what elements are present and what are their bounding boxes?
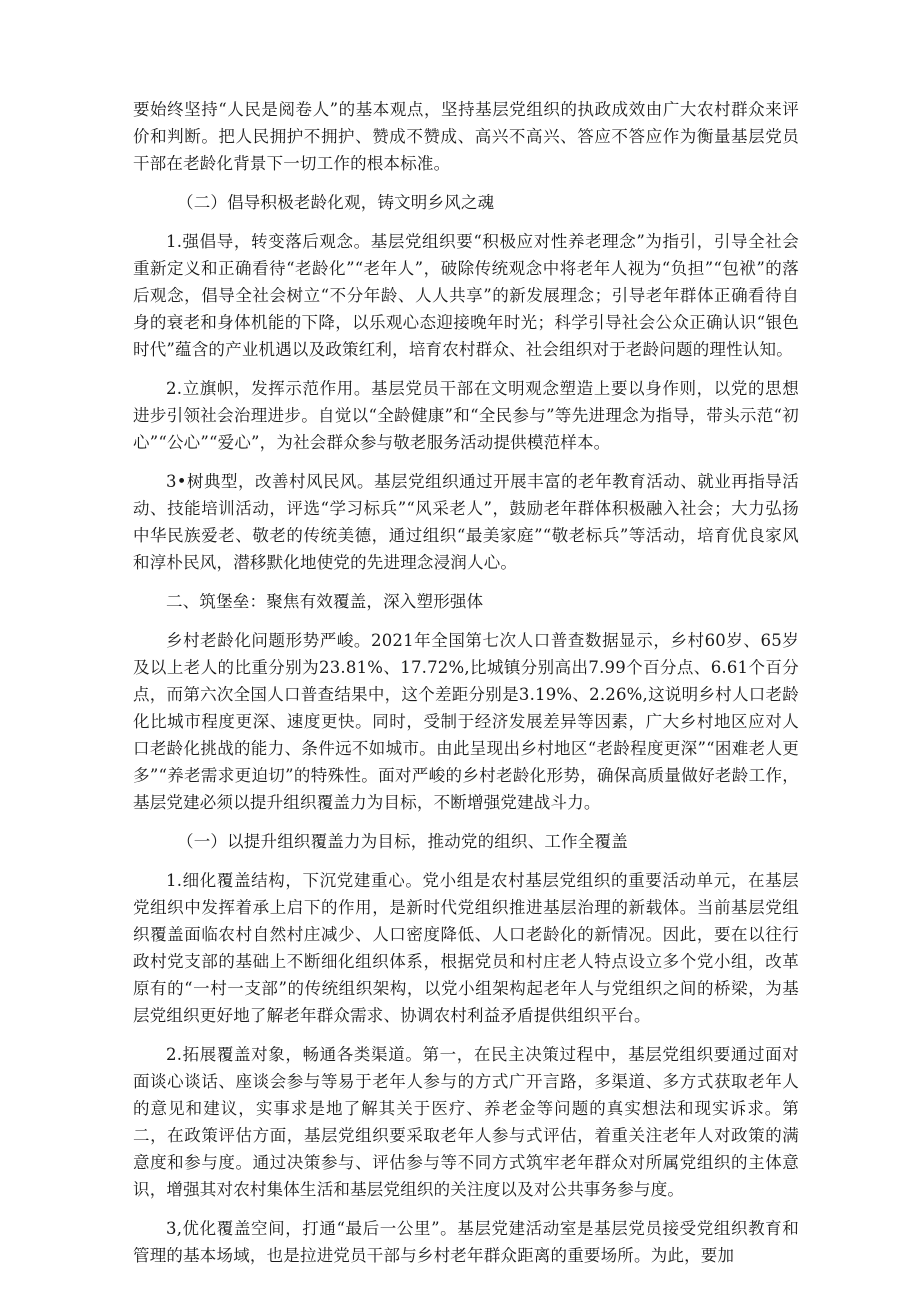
section-heading-coverage: （一）以提升组织覆盖力为目标，推动党的组织、工作全覆盖 xyxy=(177,832,628,851)
paragraph-item-2-channels: 2.拓展覆盖对象，畅通各类渠道。第一，在民主决策过程中，基层党组织要通过面对面谈心谈话、座谈会参与等易于老年人参与的方式广开言路，多渠道、多方式获取老年人的意见和建议，实事求是地了解其关于医疗、养老金等问题的真实想法和现实诉求。第二，在政策评估方面，基层党组织要采取老年人参与式评估，着重关注老年人对政策的满意度和参与度。通过决策参与、评估参与等不同方式筑牢老年群众对所属党组织的主体意识，增强其对农村集体生活和基层党组织的关注度以及对公共事务参与度。 xyxy=(133,1045,799,1199)
section-heading-advocate-aging: （二）倡导积极老龄化观，铸文明乡风之魂 xyxy=(177,193,495,212)
paragraph-item-1-advocate: 1.强倡导，转变落后观念。基层党组织要“积极应对性养老理念”为指引，引导全社会重新定义和正确看待“老龄化”“老年人”，破除传统观念中将老年人视为“负担”“包袱”的落后观念，倡导全社会树立“不分年龄、人人共享”的新发展理念；引导老年群体正确看待自身的衰老和身体机能的下降，以乐观心态迎接晚年时光；科学引导社会公众正确认识“银色时代”蕴含的产业机遇以及政策红利，培育农村群众、社会组织对于老龄问题的理性认知。 xyxy=(133,232,799,359)
paragraph-intro: 要始终坚持“人民是阅卷人”的基本观点，坚持基层党组织的执政成效由广大农村群众来评价和判断。把人民拥护不拥护、赞成不赞成、高兴不高兴、答应不答应作为衡量基层党员干部在老龄化背景下一切工作的根本标准。 xyxy=(133,100,799,173)
chapter-heading-fortress: 二、筑堡垒：聚焦有效覆盖，深入塑形强体 xyxy=(166,592,484,611)
paragraph-rural-aging-data: 乡村老龄化问题形势严峻。2021年全国第七次人口普查数据显示，乡村60岁、65岁及以上老人的比重分别为23.81%、17.72%,比城镇分别高出7.99个百分点、6.61个百分点，而第六次全国人口普查结果中，这个差距分别是3.19%、2.26%,这说明乡村人口老龄化比城市程度更深、速度更快。同时，受制于经济发展差异等因素，广大乡村地区应对人口老龄化挑战的能力、条件远不如城市。由此呈现出乡村地区“老龄程度更深”“困难老人更多”“养老需求更迫切”的特殊性。面对严峻的乡村老龄化形势，确保高质量做好老龄工作，基层党建必须以提升组织覆盖力为目标，不断增强党建战斗力。 xyxy=(133,631,799,812)
paragraph-item-2-banner: 2.立旗帜，发挥示范作用。基层党员干部在文明观念塑造上要以身作则，以党的思想进步引领社会治理进步。自觉以“全龄健康”和“全民参与”等先进理念为指导，带头示范“初心”“公心”“爱心”，为社会群众参与敬老服务活动提供模范样本。 xyxy=(133,379,799,452)
paragraph-item-3-space: 3,优化覆盖空间，打通“最后一公里”。基层党建活动室是基层党员接受党组织教育和管理的基本场域，也是拉进党员干部与乡村老年群众距离的重要场所。为此，要加 xyxy=(133,1219,799,1265)
paragraph-item-1-structure: 1.细化覆盖结构，下沉党建重心。党小组是农村基层党组织的重要活动单元，在基层党组织中发挥着承上启下的作用，是新时代党组织推进基层治理的新载体。当前基层党组织覆盖面临农村自然村庄减少、人口密度降低、人口老龄化的新情况。因此，要在以往行政村党支部的基础上不断细化组织体系，根据党员和村庄老人特点设立多个党小组，改革原有的“一村一支部”的传统组织架构，以党小组架构起老年人与党组织之间的桥梁，为基层党组织更好地了解老年群众需求、协调农村利益矛盾提供组织平台。 xyxy=(133,871,799,1025)
paragraph-item-3-model: 3•树典型，改善村风民风。基层党组织通过开展丰富的老年教育活动、就业再指导活动、技能培训活动，评选“学习标兵”“风采老人”，鼓励老年群体积极融入社会；大力弘扬中华民族爱老、敬老的传统美德，通过组织“最美家庭”“敬老标兵”等活动，培育优良家风和淳朴民风，潜移默化地使党的先进理念浸润人心。 xyxy=(133,472,799,572)
document-body xyxy=(133,96,799,1281)
